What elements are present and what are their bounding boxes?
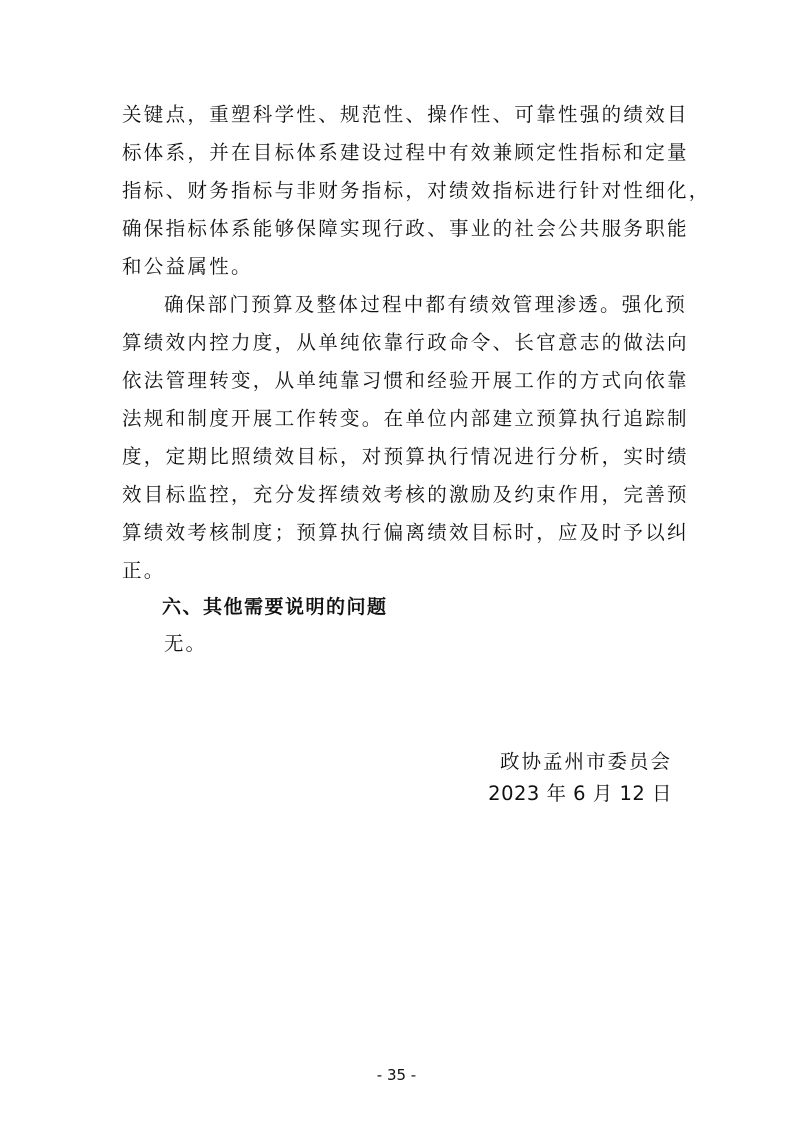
- paragraph-2-line: 依法管理转变，从单纯靠习惯和经验开展工作的方式向依靠: [122, 369, 689, 392]
- paragraph-1-line: 关键点，重塑科学性、规范性、操作性、可靠性强的绩效目: [122, 103, 689, 126]
- paragraph-1-line: 指标、财务指标与非财务指标，对绩效指标进行针对性细化，: [122, 179, 711, 202]
- paragraph-1: [122, 96, 711, 286]
- paragraph-1-line: 和公益属性。: [122, 255, 253, 278]
- section-6-heading: 六、其他需要说明的问题: [162, 596, 388, 618]
- paragraph-1-line: 标体系，并在目标体系建设过程中有效兼顾定性指标和定量: [122, 141, 689, 164]
- paragraph-2: [122, 286, 689, 590]
- paragraph-2-line: 法规和制度开展工作转变。在单位内部建立预算执行追踪制: [122, 407, 689, 430]
- paragraph-2-line: 效目标监控，充分发挥绩效考核的激励及约束作用，完善预: [122, 483, 689, 506]
- paragraph-2-line: 确保部门预算及整体过程中都有绩效管理渗透。强化预: [164, 293, 688, 316]
- section-6-content: 无。: [164, 632, 208, 655]
- paragraph-2-line: 算绩效内控力度，从单纯依靠行政命令、长官意志的做法向: [122, 331, 689, 354]
- paragraph-2-line: 正。: [122, 559, 166, 582]
- paragraph-1-line: 确保指标体系能够保障实现行政、事业的社会公共服务职能: [122, 217, 689, 240]
- signature-date: 2023 年 6 月 12 日: [488, 782, 672, 805]
- signature-organization: 政协孟州市委员会: [499, 750, 672, 773]
- page-number: - 35 -: [376, 1066, 417, 1084]
- paragraph-2-line: 度，定期比照绩效目标，对预算执行情况进行分析，实时绩: [122, 445, 689, 468]
- paragraph-2-line: 算绩效考核制度；预算执行偏离绩效目标时，应及时予以纠: [122, 521, 689, 544]
